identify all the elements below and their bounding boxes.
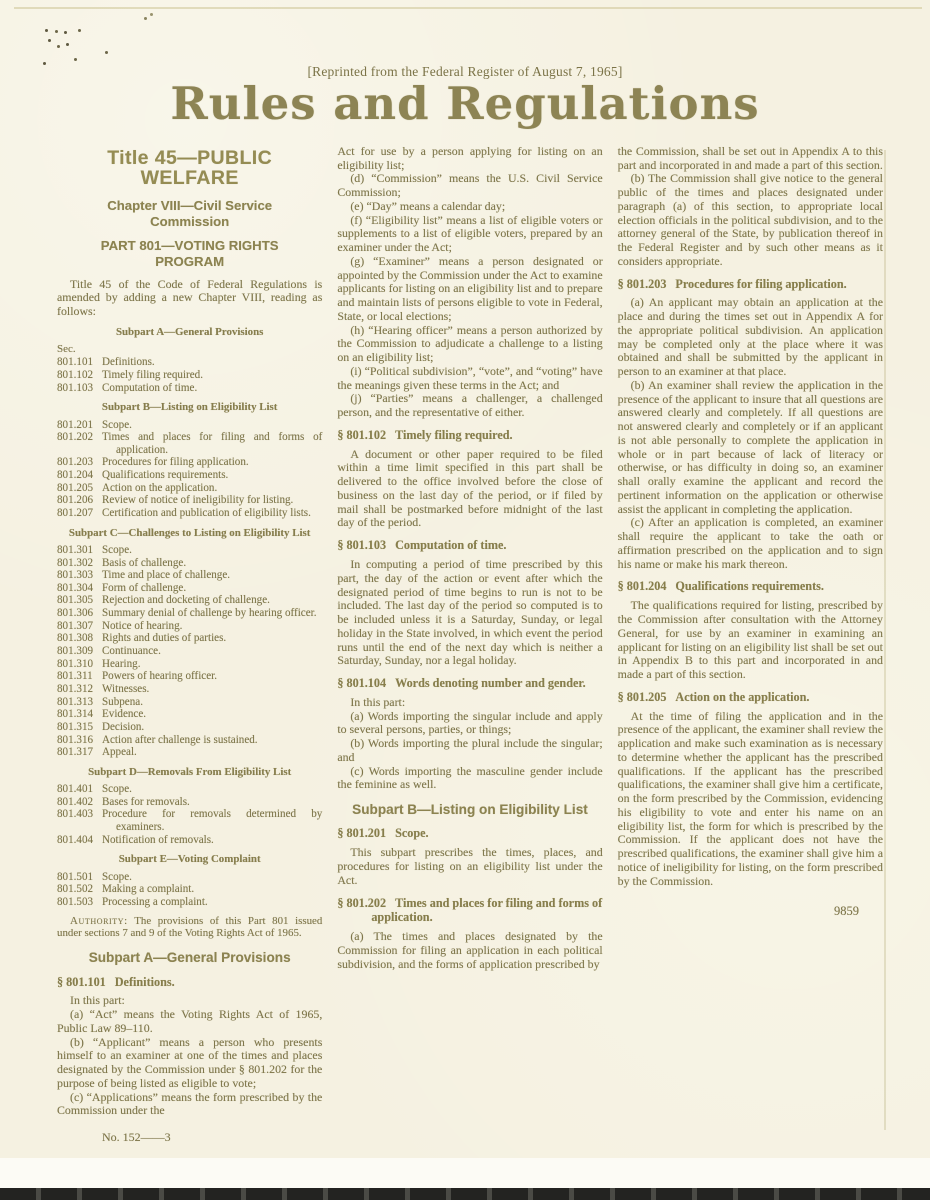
paragraph: A document or other paper required to be filed within a time limit specified in this part shall be delivered to the office involved before the close of business on the last day of the period, or if filed by mail shall be postmarked before midnight of the last day of the period. <box>337 446 603 530</box>
section-list-item <box>57 431 322 456</box>
section-number: 801.309 <box>57 645 94 658</box>
section-number: 801.314 <box>57 708 94 721</box>
section-list-item <box>57 544 322 557</box>
section-heading-title: Timely filing required. <box>395 427 513 442</box>
section-symbol-number: § 801.204 <box>617 579 667 594</box>
section-number: 801.202 <box>57 431 94 444</box>
section-heading-title: Definitions. <box>114 974 175 989</box>
section-list-item <box>57 557 322 570</box>
scan-speckles <box>45 29 48 32</box>
section-heading <box>337 676 602 691</box>
section-title: Scope. <box>102 870 132 883</box>
section-title: Hearing. <box>102 657 141 670</box>
section-title: Procedures for filing application. <box>102 456 249 469</box>
section-number: 801.312 <box>57 682 94 695</box>
paragraph: (b) The Commission shall give notice to the general public of the times and places designated under paragraph (a) of this section, to appropriate local election officials in the political subdivision, and to the attorney general of the State, by publication thereof in the Federal Register and by such other means as it considers appropriate. <box>617 171 883 268</box>
section-list-item <box>57 796 322 809</box>
section-title: Rejection and docketing of challenge. <box>102 594 270 607</box>
section-list-item <box>57 469 322 482</box>
section-list <box>57 871 322 909</box>
section-title: Powers of hearing officer. <box>102 670 218 683</box>
paragraph: (a) “Act” means the Voting Rights Act of 1965, Public Law 89–110. <box>57 1007 323 1035</box>
section-title: Scope. <box>102 418 132 431</box>
authority-note <box>57 915 322 941</box>
section-title: Making a complaint. <box>102 883 195 896</box>
section-title: Certification and publication of eligibility lists. <box>102 506 311 519</box>
authority-label: Authority: <box>70 914 128 927</box>
scan-bottom-margin <box>0 1158 930 1192</box>
paragraph: (e) “Day” means a calendar day; <box>350 198 506 213</box>
section-symbol-number: § 801.202 <box>337 895 387 910</box>
section-heading <box>337 826 602 841</box>
section-title: Action on the application. <box>102 481 218 494</box>
paragraph: Act for use by a person applying for listing on an eligibility list; <box>337 143 603 172</box>
section-number: 801.306 <box>57 607 94 620</box>
section-title: Continuance. <box>102 645 161 658</box>
footer-note: No. 152——3 <box>102 1130 171 1145</box>
section-title: Form of challenge. <box>102 581 187 594</box>
text-columns <box>0 128 930 1145</box>
paragraph: (h) “Hearing officer” means a person authorized by the Commission to adjudicate a challenge to a listing on an eligibility list; <box>337 322 603 365</box>
section-symbol-number: § 801.101 <box>57 974 106 989</box>
subpart-heading: Subpart B—Listing on Eligibility List <box>101 401 278 414</box>
section-number: 801.401 <box>57 783 94 796</box>
section-number: 801.205 <box>57 481 94 494</box>
section-heading-title: Qualifications requirements. <box>675 579 824 594</box>
section-title: Times and places for filing and forms of application. <box>102 431 323 456</box>
section-number: 801.204 <box>57 469 94 482</box>
paragraph: (c) After an application is completed, an examiner shall require the applicant to take the oath or affirmation prescribed on the application and to sign his name or make his mark thereon. <box>617 515 883 571</box>
section-list-item <box>57 632 322 645</box>
section-symbol-number: § 801.205 <box>617 689 667 704</box>
section-list <box>57 356 322 394</box>
section-number: 801.502 <box>57 883 94 896</box>
section-symbol-number: § 801.102 <box>337 427 387 442</box>
section-title: Computation of time. <box>102 381 198 394</box>
paragraph: In this part: <box>350 694 406 709</box>
section-title: Timely filing required. <box>102 368 203 381</box>
section-list-item <box>57 658 322 671</box>
text-column-right <box>618 145 883 920</box>
paragraph: (i) “Political subdivision”, “vote”, and “voting” have the meanings given these terms in the Act; and <box>337 363 603 392</box>
section-heading-title: Times and places for filing and forms of application. <box>371 895 603 925</box>
paragraph: (d) “Commission” means the U.S. Civil Service Commission; <box>337 171 603 200</box>
section-title: Scope. <box>102 783 132 796</box>
sec-label: Sec. <box>57 343 76 356</box>
section-symbol-number: § 801.201 <box>337 826 387 841</box>
section-heading-title: Computation of time. <box>395 538 507 553</box>
paragraph: Title 45 of the Code of Federal Regulations is amended by adding a new Chapter VIII, reading as follows: <box>57 276 323 319</box>
section-number: 801.301 <box>57 543 94 556</box>
section-heading-title: Words denoting number and gender. <box>395 676 586 691</box>
section-heading-title: Scope. <box>395 826 429 841</box>
section-title: Processing a complaint. <box>102 895 208 908</box>
paragraph: This subpart prescribes the times, places, and procedures for listing on an eligibility list under the Act. <box>337 845 603 887</box>
text-column-left <box>57 145 322 1145</box>
section-list-item <box>57 734 322 747</box>
paragraph: The qualifications required for listing, prescribed by the Commission after consultation with the Attorney General, for use by an examiner in examining an applicant for listing on an eligibility list shall be set out in Appendix B to this part and incorporated in and made a part of this section. <box>617 598 883 682</box>
section-list-item <box>57 883 322 896</box>
section-list-item <box>57 382 322 395</box>
section-list-item <box>57 834 322 847</box>
section-heading <box>337 896 602 926</box>
section-list-item <box>57 582 322 595</box>
section-number: 801.503 <box>57 895 94 908</box>
section-list-item <box>57 708 322 721</box>
subpart-heading: Subpart D—Removals From Eligibility List <box>88 765 292 778</box>
section-list-item <box>57 356 322 369</box>
section-list <box>57 544 322 759</box>
section-number: 801.102 <box>57 368 94 381</box>
paragraph: (c) “Applications” means the form prescribed by the Commission under the <box>57 1089 323 1118</box>
section-heading <box>618 690 883 705</box>
section-title: Appeal. <box>102 746 137 759</box>
section-list-item <box>57 721 322 734</box>
section-number: 801.103 <box>57 381 94 394</box>
section-number: 801.313 <box>57 695 94 708</box>
paragraph: the Commission, shall be set out in Appendix A to this part and incorporated in and made a part of this section. <box>617 143 883 172</box>
section-title: Decision. <box>102 720 145 733</box>
section-number: 801.315 <box>57 720 94 733</box>
section-list-item <box>57 620 322 633</box>
section-symbol-number: § 801.203 <box>617 276 667 291</box>
section-list-item <box>57 696 322 709</box>
section-title: Rights and duties of parties. <box>102 632 227 645</box>
scan-edge-line <box>14 7 922 9</box>
section-list <box>57 419 322 520</box>
section-number: 801.305 <box>57 594 94 607</box>
section-list-item <box>57 683 322 696</box>
paragraph: (j) “Parties” means a challenger, a challenged person, and the representative of either. <box>337 391 603 420</box>
section-title: Notification of removals. <box>102 833 214 846</box>
section-list-item <box>57 783 322 796</box>
section-number: 801.302 <box>57 556 94 569</box>
paragraph: (a) Words importing the singular include and apply to several persons, parties, or things; <box>337 708 603 737</box>
section-symbol-number: § 801.104 <box>337 676 387 691</box>
section-number: 801.303 <box>57 569 94 582</box>
section-title: Time and place of challenge. <box>102 569 231 582</box>
section-list-item <box>57 569 322 582</box>
section-list-item <box>57 607 322 620</box>
paragraph: (b) “Applicant” means a person who presents himself to an examiner at one of the times and places designated by the Commission under § 801.202 for the purpose of being listed as eligible to vote; <box>57 1034 323 1090</box>
section-number: 801.201 <box>57 418 94 431</box>
paragraph: (g) “Examiner” means a person designated or appointed by the Commission under the Act to examine applicants for listing on an eligibility list and to prepare and maintain lists of persons eligible to vote in Federal, State, or local elections; <box>337 253 603 323</box>
section-number: 801.206 <box>57 494 94 507</box>
section-number: 801.404 <box>57 833 94 846</box>
section-symbol-number: § 801.103 <box>337 538 387 553</box>
section-number: 801.308 <box>57 632 94 645</box>
section-title: Action after challenge is sustained. <box>102 733 258 746</box>
text-column-middle <box>337 145 602 972</box>
section-number: 801.207 <box>57 506 94 519</box>
section-heading <box>618 277 883 292</box>
paragraph: (f) “Eligibility list” means a list of eligible voters or supplements to a list of eligible voters, prepared by an examiner under the Act; <box>337 212 603 255</box>
section-number: 801.317 <box>57 746 94 759</box>
subpart-heading: Subpart E—Voting Complaint <box>118 853 261 866</box>
section-heading-title: Procedures for filing application. <box>675 276 847 291</box>
authority-text: The provisions of this Part 801 issued under sections 7 and 9 of the Voting Rights Act of 1965. <box>57 914 323 940</box>
section-title: Evidence. <box>102 708 147 721</box>
section-heading <box>57 975 322 990</box>
section-title: Bases for removals. <box>102 795 190 808</box>
section-list-item <box>57 456 322 469</box>
section-list <box>57 783 322 846</box>
title-heading: Title 45—PUBLIC WELFARE <box>107 146 273 190</box>
section-number: 801.501 <box>57 870 94 883</box>
section-heading <box>337 538 602 553</box>
paragraph: (b) An examiner shall review the application in the presence of the applicant to insure that all questions are answered clearly and completely. If all questions are not answered clearly and completely or if an applicant is not able personally to complete the application in whole or in part because of lack of literacy or otherwise, or has difficulty in doing so, an examiner shall orally examine the applicant and record the pertinent information on the application or otherwise assist the applicant in completing the application. <box>617 377 883 516</box>
section-number: 801.402 <box>57 795 94 808</box>
section-title: Witnesses. <box>102 682 150 695</box>
section-title: Scope. <box>102 543 132 556</box>
subheading: PART 801—VOTING RIGHTS PROGRAM <box>100 237 279 270</box>
subheading: Chapter VIII—Civil Service Commission <box>107 197 273 230</box>
section-title: Summary denial of challenge by hearing officer. <box>102 607 317 620</box>
section-number: 801.101 <box>57 356 94 369</box>
subpart-heading: Subpart B—Listing on Eligibility List <box>352 802 588 818</box>
section-number: 801.307 <box>57 619 94 632</box>
subpart-heading: Subpart A—General Provisions <box>88 950 291 966</box>
paper-fold-line <box>884 150 886 1130</box>
section-list-item <box>57 670 322 683</box>
subpart-heading: Subpart C—Challenges to Listing on Eligibility List <box>68 526 311 539</box>
section-list-item <box>57 871 322 884</box>
section-number: 801.403 <box>57 808 94 821</box>
page-title: Rules and Regulations <box>170 77 760 130</box>
section-heading <box>618 579 883 594</box>
paragraph: At the time of filing the application and in the presence of the applicant, the examiner shall review the application and make such examination as is necessary to determine whether the applicant has the prescribed qualifications. If the applicant has the prescribed qualifications, the examiner shall give him a certificate, on the form prescribed by the Commission, evidencing his eligibility to vote and enter his name on an eligibility list, the form for which is prescribed by the Commission. If the applicant does not have the prescribed qualifications, the examiner shall give him a notice of ineligibility for listing, on the form prescribed by the Commission. <box>617 708 883 888</box>
section-title: Subpena. <box>102 695 143 708</box>
subpart-heading: Subpart A—General Provisions <box>115 325 264 338</box>
reprint-note: [Reprinted from the Federal Register of August 7, 1965] <box>307 64 623 79</box>
section-title: Procedure for removals determined by examiners. <box>102 808 323 834</box>
section-number: 801.316 <box>57 733 94 746</box>
section-title: Definitions. <box>102 356 155 369</box>
section-heading <box>337 428 602 443</box>
section-number: 801.203 <box>57 456 94 469</box>
section-heading-title: Action on the application. <box>675 689 810 704</box>
scan-bottom-band <box>0 1188 930 1200</box>
section-number: 801.310 <box>57 657 94 670</box>
section-title: Basis of challenge. <box>102 556 187 569</box>
section-list-item <box>57 494 322 507</box>
section-list-item <box>57 746 322 759</box>
section-number: 801.304 <box>57 581 94 594</box>
section-list-item <box>57 482 322 495</box>
section-list-item <box>57 507 322 520</box>
section-list-item <box>57 896 322 909</box>
paragraph: (b) Words importing the plural include the singular; and <box>337 736 603 764</box>
paragraph: In this part: <box>70 993 125 1008</box>
paragraph: (a) The times and places designated by the Commission for filing an application in each political subdivision, and the forms of application prescribed by <box>337 929 603 971</box>
paragraph: (a) An applicant may obtain an application at the place and during the times set out in Appendix A for the appropriate political subdivision. An application may be completed only at the place where it was obtained and shall be submitted by the applicant in person to an examiner at that place. <box>617 295 883 379</box>
section-list-item <box>57 594 322 607</box>
section-list-item <box>57 369 322 382</box>
section-list-item <box>57 419 322 432</box>
section-number: 801.311 <box>57 670 93 683</box>
section-title: Qualifications requirements. <box>102 469 229 482</box>
paragraph: (c) Words importing the masculine gender include the feminine as well. <box>337 763 603 792</box>
section-title: Notice of hearing. <box>102 619 183 632</box>
page-number: 9859 <box>833 904 859 919</box>
section-list-item <box>57 645 322 658</box>
section-title: Review of notice of ineligibility for listing. <box>102 494 294 507</box>
paragraph: In computing a period of time prescribed by this part, the day of the action or event after which the designated period of time begins to run is not to be included. The last day of the period so computed is to be included unless it is a Saturday, Sunday, or legal holiday in the State involved, in which event the period runs until the end of the next day which is neither a Saturday, Sunday, nor a legal holiday. <box>337 557 603 668</box>
section-list-item <box>57 808 322 833</box>
